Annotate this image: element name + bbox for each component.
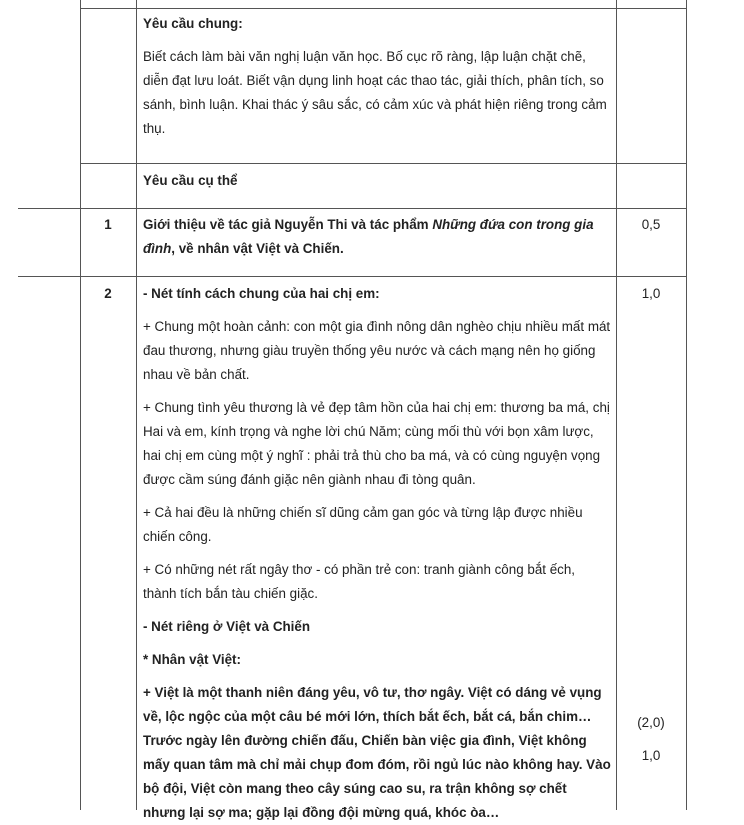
table-border: [80, 163, 686, 164]
row-number: 2: [104, 286, 112, 301]
list-item: + Có những nét rất ngây thơ - có phần trẻ con: tranh giành công bắt ếch, thành tích bắn tàu chiến giặc.: [143, 562, 576, 601]
list-item: + Chung một hoàn cảnh: con một gia đình nông dân nghèo chịu nhiều mất mát đau thương, nhưng giàu truyền thống yêu nước và cách mạng nên họ giống nhau về bản chất.: [143, 319, 611, 382]
work-title: Những đứa con trong gia đình: [143, 217, 594, 256]
viet-heading: * Nhân vật Việt:: [143, 652, 241, 667]
row1-text-a: Giới thiệu về tác giả Nguyễn Thi và tác phẩm: [143, 217, 433, 232]
list-item: + Cả hai đều là những chiến sĩ dũng cảm gan góc và từng lập được nhiều chiến công.: [143, 505, 583, 544]
table-border: [80, 0, 81, 810]
score-value: 1,0: [641, 286, 661, 301]
score-value: 1,0: [641, 748, 661, 763]
specific-heading: Yêu cầu cụ thể: [143, 173, 238, 188]
specific-requirements: [143, 169, 611, 193]
table-border: [18, 208, 686, 209]
table-border: [686, 0, 687, 810]
score-group-value: (2,0): [637, 715, 665, 730]
table-border: [80, 8, 686, 9]
viet-text: + Việt là một thanh niên đáng yêu, vô tư, thơ ngây. Việt có dáng vẻ vụng về, lộc ngộc của một câu bé mới lớn, thích bắt ếch, bắt cá, bắn chim… Trước ngày lên đường chiến đấu, Chiến bàn việc gia đình, Việt không mấy quan tâm mà chỉ mải chụp đom đóm, rồi ngủ lúc nào không hay. Vào bộ đội, Việt còn mang theo cây súng cao su, ra trận không sợ chết nhưng lại sợ ma; gặp lại đồng đội mừng quá, khóc òa…: [143, 685, 611, 820]
distinct-traits-heading: - Nét riêng ở Việt và Chiến: [143, 619, 311, 634]
row1-content: [143, 213, 611, 261]
table-border: [616, 0, 617, 810]
score-value: 0,5: [641, 217, 661, 232]
general-text: Biết cách làm bài văn nghị luận văn học. Bố cục rõ ràng, lập luận chặt chẽ, diễn đạt lưu loát. Biết vận dụng linh hoạt các thao tác, giải thích, phân tích, so sánh, bình luận. Khai thác ý sâu sắc, có cảm xúc và phát hiện riêng trong cảm thụ.: [143, 49, 607, 136]
general-requirements: [143, 12, 611, 141]
common-traits-heading: - Nét tính cách chung của hai chị em:: [143, 286, 380, 301]
row1-text-b: , về nhân vật Việt và Chiến.: [171, 241, 344, 256]
table-border: [18, 276, 686, 277]
row2-content: [143, 282, 611, 825]
list-item: + Chung tình yêu thương là vẻ đẹp tâm hồn của hai chị em: thương ba má, chị Hai và em, kính trọng và nghe lời chú Năm; cùng mối thù với bọn xâm lược, hai chị em cùng một ý nghĩ : phải trả thù cho ba má, và có cùng nguyện vọng được cầm súng đánh giặc nên giành nhau đi tòng quân.: [143, 400, 610, 487]
general-heading: Yêu cầu chung:: [143, 16, 243, 31]
table-border: [136, 0, 137, 810]
row-number: 1: [104, 217, 112, 232]
